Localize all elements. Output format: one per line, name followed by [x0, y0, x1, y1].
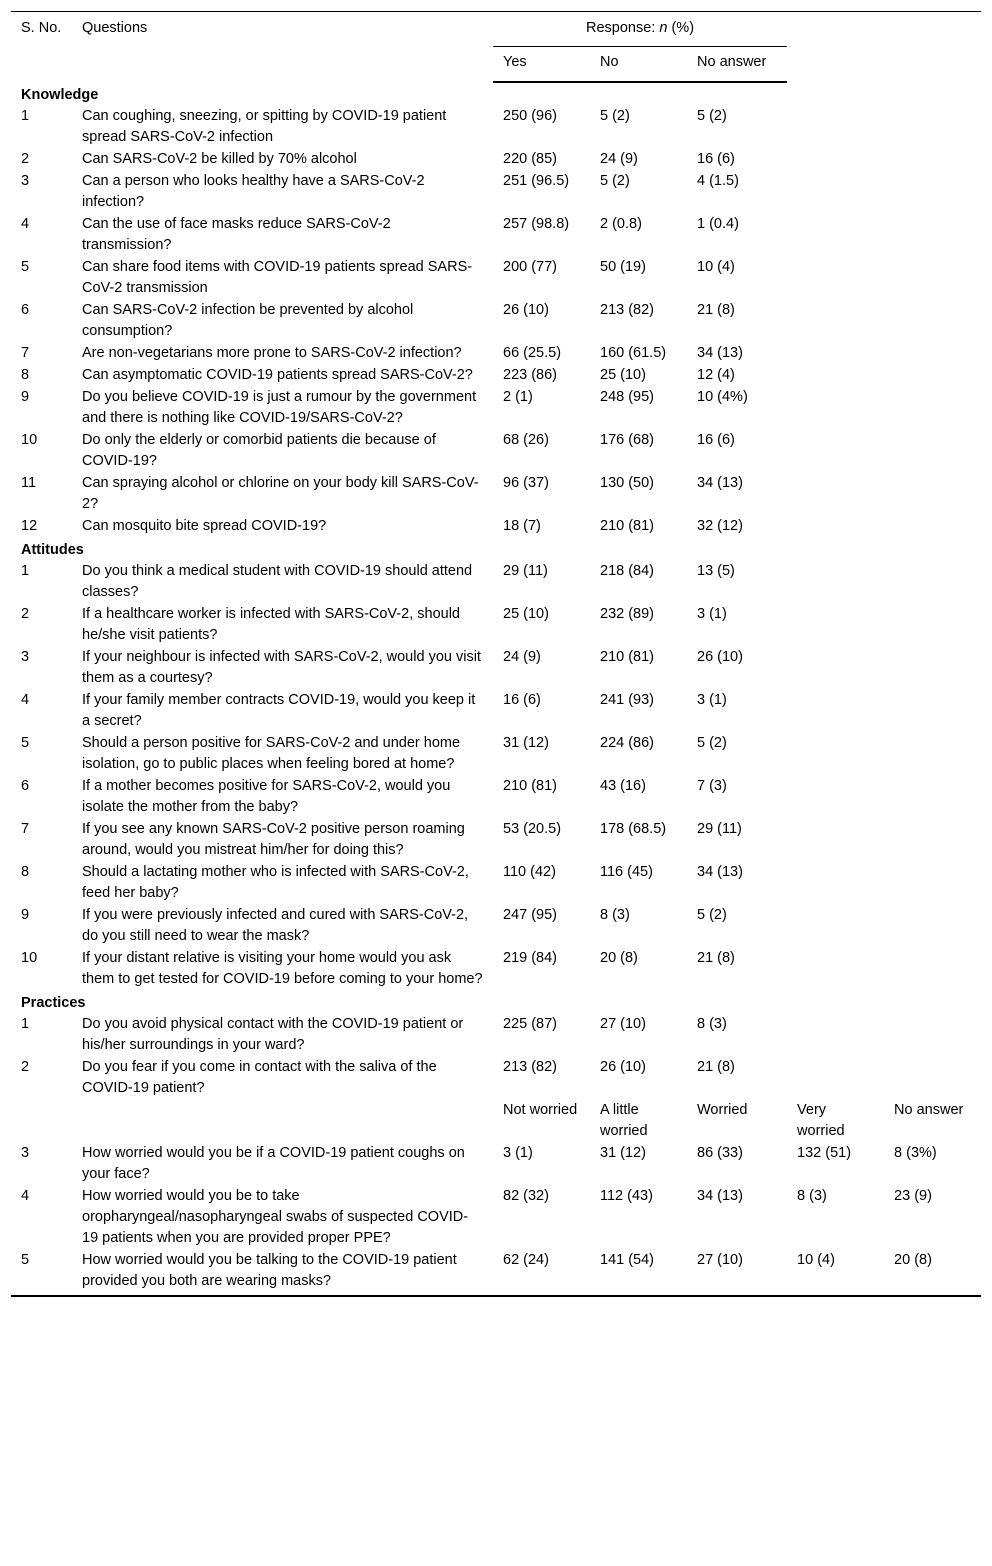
table-row: [11, 257, 981, 300]
cell-empty: [787, 516, 884, 538]
cell-empty: [787, 106, 884, 149]
worry-header-cell: Not worried: [503, 1102, 578, 1118]
row-question: If you were previously infected and cured with SARS-CoV-2, do you still need to wear the mask?: [82, 907, 469, 944]
cell-empty: [884, 561, 981, 604]
section-header-attitudes: [11, 538, 981, 561]
row-question: Do you think a medical student with COVID-19 should attend classes?: [82, 563, 473, 600]
cell-no: 5 (2): [600, 173, 630, 189]
cell-yes: 66 (25.5): [503, 345, 562, 361]
worry-value: 8 (3%): [894, 1145, 937, 1161]
cell-yes: 24 (9): [503, 649, 541, 665]
worry-value: 82 (32): [503, 1188, 549, 1204]
header-sno: S. No.: [11, 12, 72, 83]
table-row: [11, 106, 981, 149]
cell-empty: [787, 862, 884, 905]
cell-no: 5 (2): [600, 108, 630, 124]
table-row: [11, 214, 981, 257]
cell-no: 176 (68): [600, 432, 655, 448]
table-row: [11, 473, 981, 516]
cell-no-answer: 4 (1.5): [697, 173, 739, 189]
cell-yes: 247 (95): [503, 907, 558, 923]
row-number: 8: [21, 864, 30, 880]
table-row: [11, 171, 981, 214]
cell-empty: [787, 214, 884, 257]
worry-value: 141 (54): [590, 1250, 687, 1296]
row-number: 5: [21, 259, 30, 275]
cell-yes: 68 (26): [503, 432, 549, 448]
cell-empty: [884, 149, 981, 171]
row-number: 11: [21, 475, 37, 491]
worry-value: 3 (1): [503, 1145, 533, 1161]
row-question: If you see any known SARS-CoV-2 positive person roaming around, would you mistreat him/her for doing this?: [82, 821, 465, 858]
cell-empty: [787, 257, 884, 300]
row-question: Do only the elderly or comorbid patients die because of COVID-19?: [82, 432, 436, 469]
row-question: Should a lactating mother who is infected with SARS-CoV-2, feed her baby?: [82, 864, 469, 901]
cell-empty: [884, 604, 981, 647]
cell-empty: [884, 430, 981, 473]
row-question: Can coughing, sneezing, or spitting by COVID-19 patient spread SARS-CoV-2 infection: [82, 108, 447, 145]
cell-yes: 219 (84): [503, 950, 558, 966]
cell-yes: 210 (81): [503, 778, 558, 794]
section-header-knowledge: [11, 82, 981, 106]
table-row: [11, 1250, 981, 1296]
row-number: 4: [21, 1188, 30, 1204]
cell-yes: 25 (10): [503, 606, 549, 622]
table-row: [11, 819, 981, 862]
cell-no: 2 (0.8): [600, 216, 642, 232]
row-question: How worried would you be if a COVID-19 patient coughs on your face?: [82, 1145, 465, 1182]
cell-yes: 250 (96): [503, 108, 558, 124]
row-question: Can share food items with COVID-19 patients spread SARS-CoV-2 transmission: [82, 259, 473, 296]
worry-value: 23 (9): [894, 1188, 932, 1204]
cell-no-answer: 10 (4%): [697, 389, 748, 405]
table-row: [11, 733, 981, 776]
cell-yes: 2 (1): [503, 389, 533, 405]
row-question: If your neighbour is infected with SARS-CoV-2, would you visit them as a courtesy?: [82, 649, 481, 686]
worry-value: 27 (10): [687, 1250, 787, 1296]
cell-no-answer: 3 (1): [697, 606, 727, 622]
row-question: Do you fear if you come in contact with the saliva of the COVID-19 patient?: [82, 1059, 437, 1096]
worry-header-row: [11, 1100, 981, 1143]
row-question: Are non-vegetarians more prone to SARS-CoV-2 infection?: [82, 345, 462, 361]
row-question: Can SARS-CoV-2 be killed by 70% alcohol: [82, 151, 357, 167]
worry-value: 86 (33): [697, 1145, 743, 1161]
cell-no: 25 (10): [600, 367, 646, 383]
cell-no-answer: 29 (11): [697, 821, 742, 837]
cell-empty: [884, 948, 981, 991]
cell-yes: 18 (7): [503, 518, 541, 534]
cell-no: 130 (50): [600, 475, 655, 491]
row-number: 3: [21, 649, 30, 665]
header-response-cell: [493, 12, 787, 48]
row-number: 2: [21, 606, 30, 622]
survey-table: [11, 11, 981, 1297]
worry-header-cell: A little worried: [600, 1102, 648, 1139]
header-no-answer: No answer: [687, 47, 787, 82]
cell-no-answer: 10 (4): [697, 259, 735, 275]
cell-no: 210 (81): [600, 649, 655, 665]
row-question: Can spraying alcohol or chlorine on your body kill SARS-CoV-2?: [82, 475, 479, 512]
cell-no: 248 (95): [600, 389, 655, 405]
row-number: 3: [21, 173, 30, 189]
cell-empty: [787, 300, 884, 343]
worry-value: 20 (8): [884, 1250, 981, 1296]
cell-no: 224 (86): [600, 735, 655, 751]
section-title: Knowledge: [21, 87, 99, 103]
table-row: [11, 1014, 981, 1057]
cell-no-answer: 5 (2): [697, 907, 727, 923]
header-questions: Questions: [72, 12, 493, 83]
row-number: 2: [21, 151, 30, 167]
table-row: [11, 1143, 981, 1186]
row-question: If a healthcare worker is infected with SARS-CoV-2, should he/she visit patients?: [82, 606, 460, 643]
table-row: [11, 343, 981, 365]
cell-no-answer: 1 (0.4): [697, 216, 739, 232]
row-number: 1: [21, 1016, 30, 1032]
cell-empty: [884, 733, 981, 776]
cell-yes: 29 (11): [503, 563, 548, 579]
row-question: Can SARS-CoV-2 infection be prevented by alcohol consumption?: [82, 302, 414, 339]
cell-empty: [787, 343, 884, 365]
worry-header-cell: No answer: [894, 1102, 964, 1118]
cell-no-answer: 3 (1): [697, 692, 727, 708]
section-title: Practices: [21, 995, 86, 1011]
cell-empty: [884, 106, 981, 149]
cell-empty: [884, 343, 981, 365]
cell-yes: 220 (85): [503, 151, 558, 167]
cell-no: 178 (68.5): [600, 821, 667, 837]
table-row: [11, 387, 981, 430]
cell-empty: [884, 365, 981, 387]
cell-empty: [884, 690, 981, 733]
cell-no-answer: 7 (3): [697, 778, 727, 794]
row-question: How worried would you be talking to the COVID-19 patient provided you both are wearing masks?: [72, 1250, 493, 1296]
cell-no-answer: 21 (8): [697, 302, 735, 318]
cell-yes: 251 (96.5): [503, 173, 570, 189]
cell-empty: [884, 1057, 981, 1100]
cell-empty: [884, 905, 981, 948]
row-number: 6: [21, 302, 30, 318]
cell-no: 160 (61.5): [600, 345, 667, 361]
worry-value: 10 (4): [787, 1250, 884, 1296]
header-row: [11, 12, 981, 48]
cell-empty: [787, 171, 884, 214]
cell-empty: [787, 387, 884, 430]
cell-no: 218 (84): [600, 563, 655, 579]
cell-no-answer: 21 (8): [697, 1059, 735, 1075]
cell-no-answer: 5 (2): [697, 108, 727, 124]
table-row: [11, 776, 981, 819]
cell-empty: [884, 473, 981, 516]
row-question: Can mosquito bite spread COVID-19?: [82, 518, 327, 534]
cell-empty: [884, 516, 981, 538]
cell-empty: [787, 647, 884, 690]
header-response: Response: n (%): [493, 12, 787, 47]
cell-empty: [11, 1100, 72, 1143]
cell-empty: [787, 604, 884, 647]
row-question: How worried would you be to take oropharyngeal/nasopharyngeal swabs of suspected COVID-19 patients when you are provided proper PPE?: [82, 1188, 469, 1246]
cell-empty: [787, 473, 884, 516]
row-number: 4: [21, 216, 30, 232]
table-body: [11, 82, 981, 1296]
table-row: [11, 149, 981, 171]
cell-no-answer: 21 (8): [697, 950, 735, 966]
cell-no-answer: 16 (6): [697, 151, 735, 167]
cell-yes: 26 (10): [503, 302, 549, 318]
row-question: If a mother becomes positive for SARS-CoV-2, would you isolate the mother from the baby?: [82, 778, 451, 815]
cell-no-answer: 5 (2): [697, 735, 727, 751]
cell-no: 50 (19): [600, 259, 646, 275]
cell-no: 20 (8): [600, 950, 638, 966]
cell-no: 213 (82): [600, 302, 655, 318]
cell-no-answer: 8 (3): [697, 1016, 727, 1032]
cell-empty: [787, 690, 884, 733]
row-number: 10: [21, 432, 38, 448]
worry-header-cell: Worried: [697, 1102, 748, 1118]
table-row: [11, 862, 981, 905]
cell-no-answer: 26 (10): [697, 649, 743, 665]
table-row: [11, 300, 981, 343]
cell-no-answer: 32 (12): [697, 518, 743, 534]
cell-empty: [787, 1057, 884, 1100]
row-number: 12: [21, 518, 38, 534]
cell-no: 116 (45): [600, 864, 653, 880]
cell-no: 8 (3): [600, 907, 630, 923]
row-number: 3: [21, 1145, 30, 1161]
table-row: [11, 948, 981, 991]
table-row: [11, 365, 981, 387]
cell-empty: [787, 776, 884, 819]
cell-yes: 110 (42): [503, 864, 556, 880]
worry-value: 132 (51): [797, 1145, 852, 1161]
worry-value: 31 (12): [600, 1145, 646, 1161]
cell-empty: [884, 257, 981, 300]
cell-no: 232 (89): [600, 606, 655, 622]
cell-empty: [787, 733, 884, 776]
table-row: [11, 561, 981, 604]
cell-empty: [884, 387, 981, 430]
cell-yes: 223 (86): [503, 367, 558, 383]
table-row: [11, 647, 981, 690]
section-header-practices: [11, 991, 981, 1014]
cell-empty: [787, 561, 884, 604]
row-number: 9: [21, 389, 30, 405]
cell-empty: [884, 647, 981, 690]
cell-empty: [787, 819, 884, 862]
row-number: 1: [21, 108, 30, 124]
row-question: If your family member contracts COVID-19, would you keep it a secret?: [82, 692, 476, 729]
cell-empty: [884, 1014, 981, 1057]
row-number: 7: [21, 821, 30, 837]
cell-no-answer: 12 (4): [697, 367, 735, 383]
cell-empty: [884, 171, 981, 214]
cell-empty: [72, 1100, 493, 1143]
row-number: 7: [21, 345, 30, 361]
row-question: Can asymptomatic COVID-19 patients spread SARS-CoV-2?: [82, 367, 473, 383]
cell-no: 43 (16): [600, 778, 646, 794]
table-row: [11, 1057, 981, 1100]
section-title: Attitudes: [21, 542, 84, 558]
worry-value: 112 (43): [600, 1188, 653, 1204]
cell-no-answer: 16 (6): [697, 432, 735, 448]
cell-no: 26 (10): [600, 1059, 646, 1075]
cell-empty: [787, 905, 884, 948]
cell-empty: [787, 365, 884, 387]
cell-no: 24 (9): [600, 151, 638, 167]
row-number: 4: [21, 692, 30, 708]
cell-no-answer: 34 (13): [697, 475, 743, 491]
cell-no: 27 (10): [600, 1016, 646, 1032]
cell-empty: [787, 1014, 884, 1057]
row-question: If your distant relative is visiting your home would you ask them to get tested for COVID-19 before coming to your home?: [82, 950, 483, 987]
row-number: 8: [21, 367, 30, 383]
worry-value: 62 (24): [493, 1250, 590, 1296]
cell-yes: 200 (77): [503, 259, 558, 275]
row-number: 5: [21, 735, 30, 751]
cell-yes: 96 (37): [503, 475, 549, 491]
row-number: 1: [21, 563, 30, 579]
row-question: Do you believe COVID-19 is just a rumour by the government and there is nothing like COVID-19/SARS-CoV-2?: [82, 389, 477, 426]
cell-empty: [884, 214, 981, 257]
row-number: 10: [21, 950, 38, 966]
cell-empty: [884, 862, 981, 905]
table-row: [11, 690, 981, 733]
row-number: 6: [21, 778, 30, 794]
cell-yes: 213 (82): [503, 1059, 558, 1075]
cell-no: 210 (81): [600, 518, 655, 534]
row-number: 9: [21, 907, 30, 923]
cell-empty: [787, 948, 884, 991]
cell-no-answer: 34 (13): [697, 345, 743, 361]
table-row: [11, 516, 981, 538]
table-row: [11, 905, 981, 948]
data-table-wrapper: [11, 11, 981, 1297]
cell-empty: [884, 819, 981, 862]
table-row: [11, 604, 981, 647]
cell-yes: 53 (20.5): [503, 821, 562, 837]
row-question: Can the use of face masks reduce SARS-CoV-2 transmission?: [82, 216, 391, 253]
cell-yes: 257 (98.8): [503, 216, 570, 232]
worry-header-cell: Very worried: [797, 1102, 845, 1139]
cell-empty: [884, 300, 981, 343]
row-number: 5: [11, 1250, 72, 1296]
cell-yes: 31 (12): [503, 735, 549, 751]
worry-value: 8 (3): [797, 1188, 827, 1204]
table-row: [11, 430, 981, 473]
cell-yes: 225 (87): [503, 1016, 558, 1032]
cell-no-answer: 34 (13): [697, 864, 743, 880]
cell-no: 241 (93): [600, 692, 655, 708]
header-no: No: [590, 47, 687, 82]
row-question: Can a person who looks healthy have a SARS-CoV-2 infection?: [82, 173, 425, 210]
table-row: [11, 1186, 981, 1250]
cell-empty: [884, 776, 981, 819]
worry-value: 34 (13): [697, 1188, 743, 1204]
cell-empty: [787, 430, 884, 473]
cell-yes: 16 (6): [503, 692, 541, 708]
cell-no-answer: 13 (5): [697, 563, 735, 579]
row-number: 2: [21, 1059, 30, 1075]
header-yes: Yes: [493, 47, 590, 82]
row-question: Do you avoid physical contact with the COVID-19 patient or his/her surroundings in your ward?: [82, 1016, 464, 1053]
cell-empty: [787, 149, 884, 171]
row-question: Should a person positive for SARS-CoV-2 and under home isolation, go to public places when feeling bored at home?: [82, 735, 461, 772]
